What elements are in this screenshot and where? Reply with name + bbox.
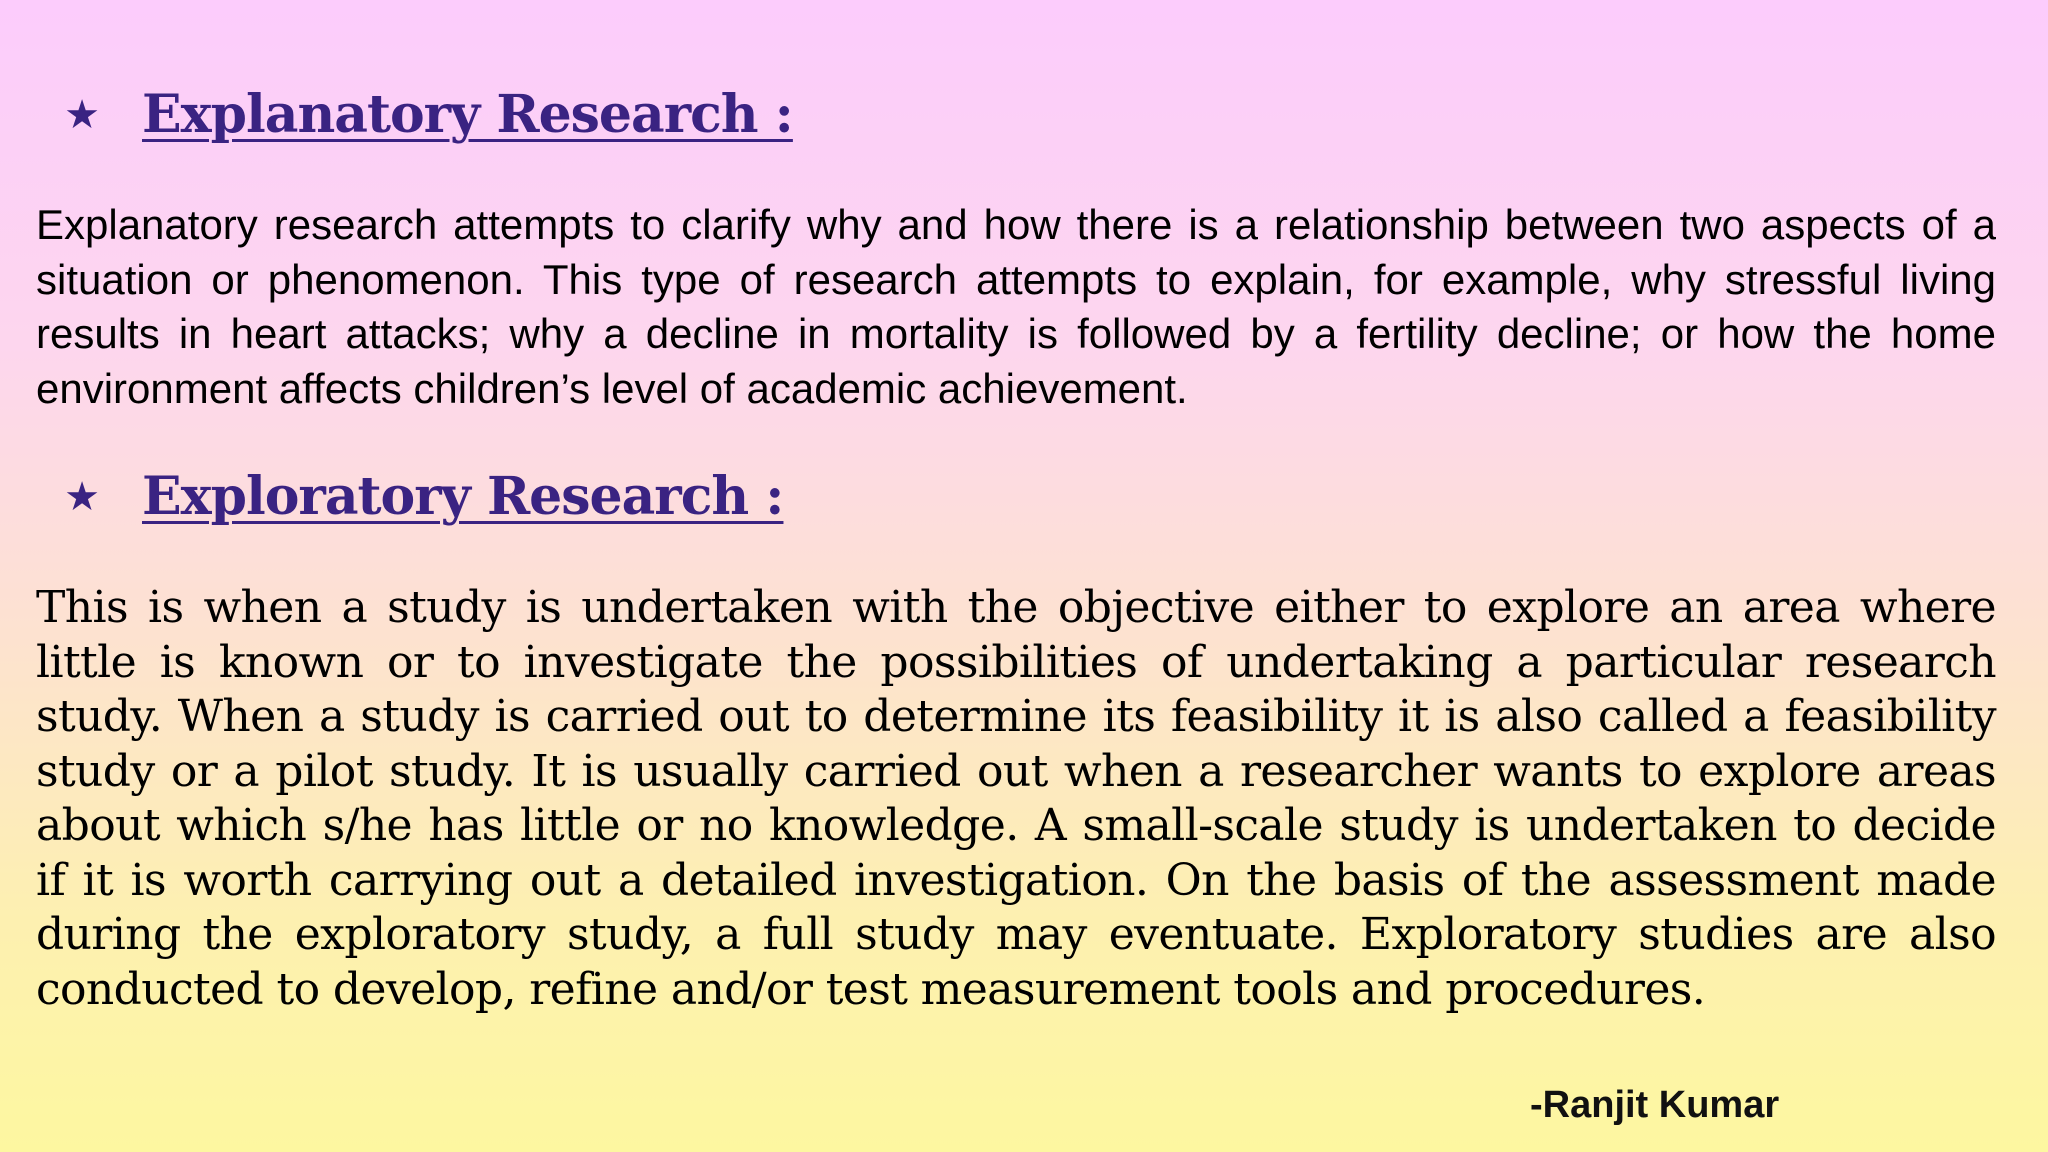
section-heading-exploratory — [60, 466, 783, 527]
star-icon: ★ — [64, 473, 100, 520]
heading-text: Exploratory Research : — [142, 466, 784, 527]
section-heading-explanatory — [60, 84, 793, 145]
paragraph-exploratory: This is when a study is undertaken with the objective either to explore an area where little is known or to investigate the possibilities of undertaking a particular research study. When a study is carried out to determine its feasibility it is also called a feasibility study or a pilot study. It is usually carried out when a researcher wants to explore areas about which s/he has little or no knowledge. A small-scale study is undertaken to decide if it is worth carrying out a detailed investigation. On the basis of the assessment made during the exploratory study, a full study may eventuate. Exploratory studies are also conducted to develop, refine and/or test measurement tools and procedures. — [36, 582, 1996, 1015]
heading-text: Explanatory Research : — [142, 84, 793, 145]
author-attribution: -Ranjit Kumar — [1530, 1084, 1780, 1126]
paragraph-explanatory: Explanatory research attempts to clarify why and how there is a relationship between two aspects of a situation or phenomenon. This type of research attempts to explain, for example, why stressful living results in heart attacks; why a decline in mortality is followed by a fertility decline; or how the home environment affects children’s level of academic achievement. — [36, 201, 1996, 412]
star-icon: ★ — [64, 91, 100, 138]
